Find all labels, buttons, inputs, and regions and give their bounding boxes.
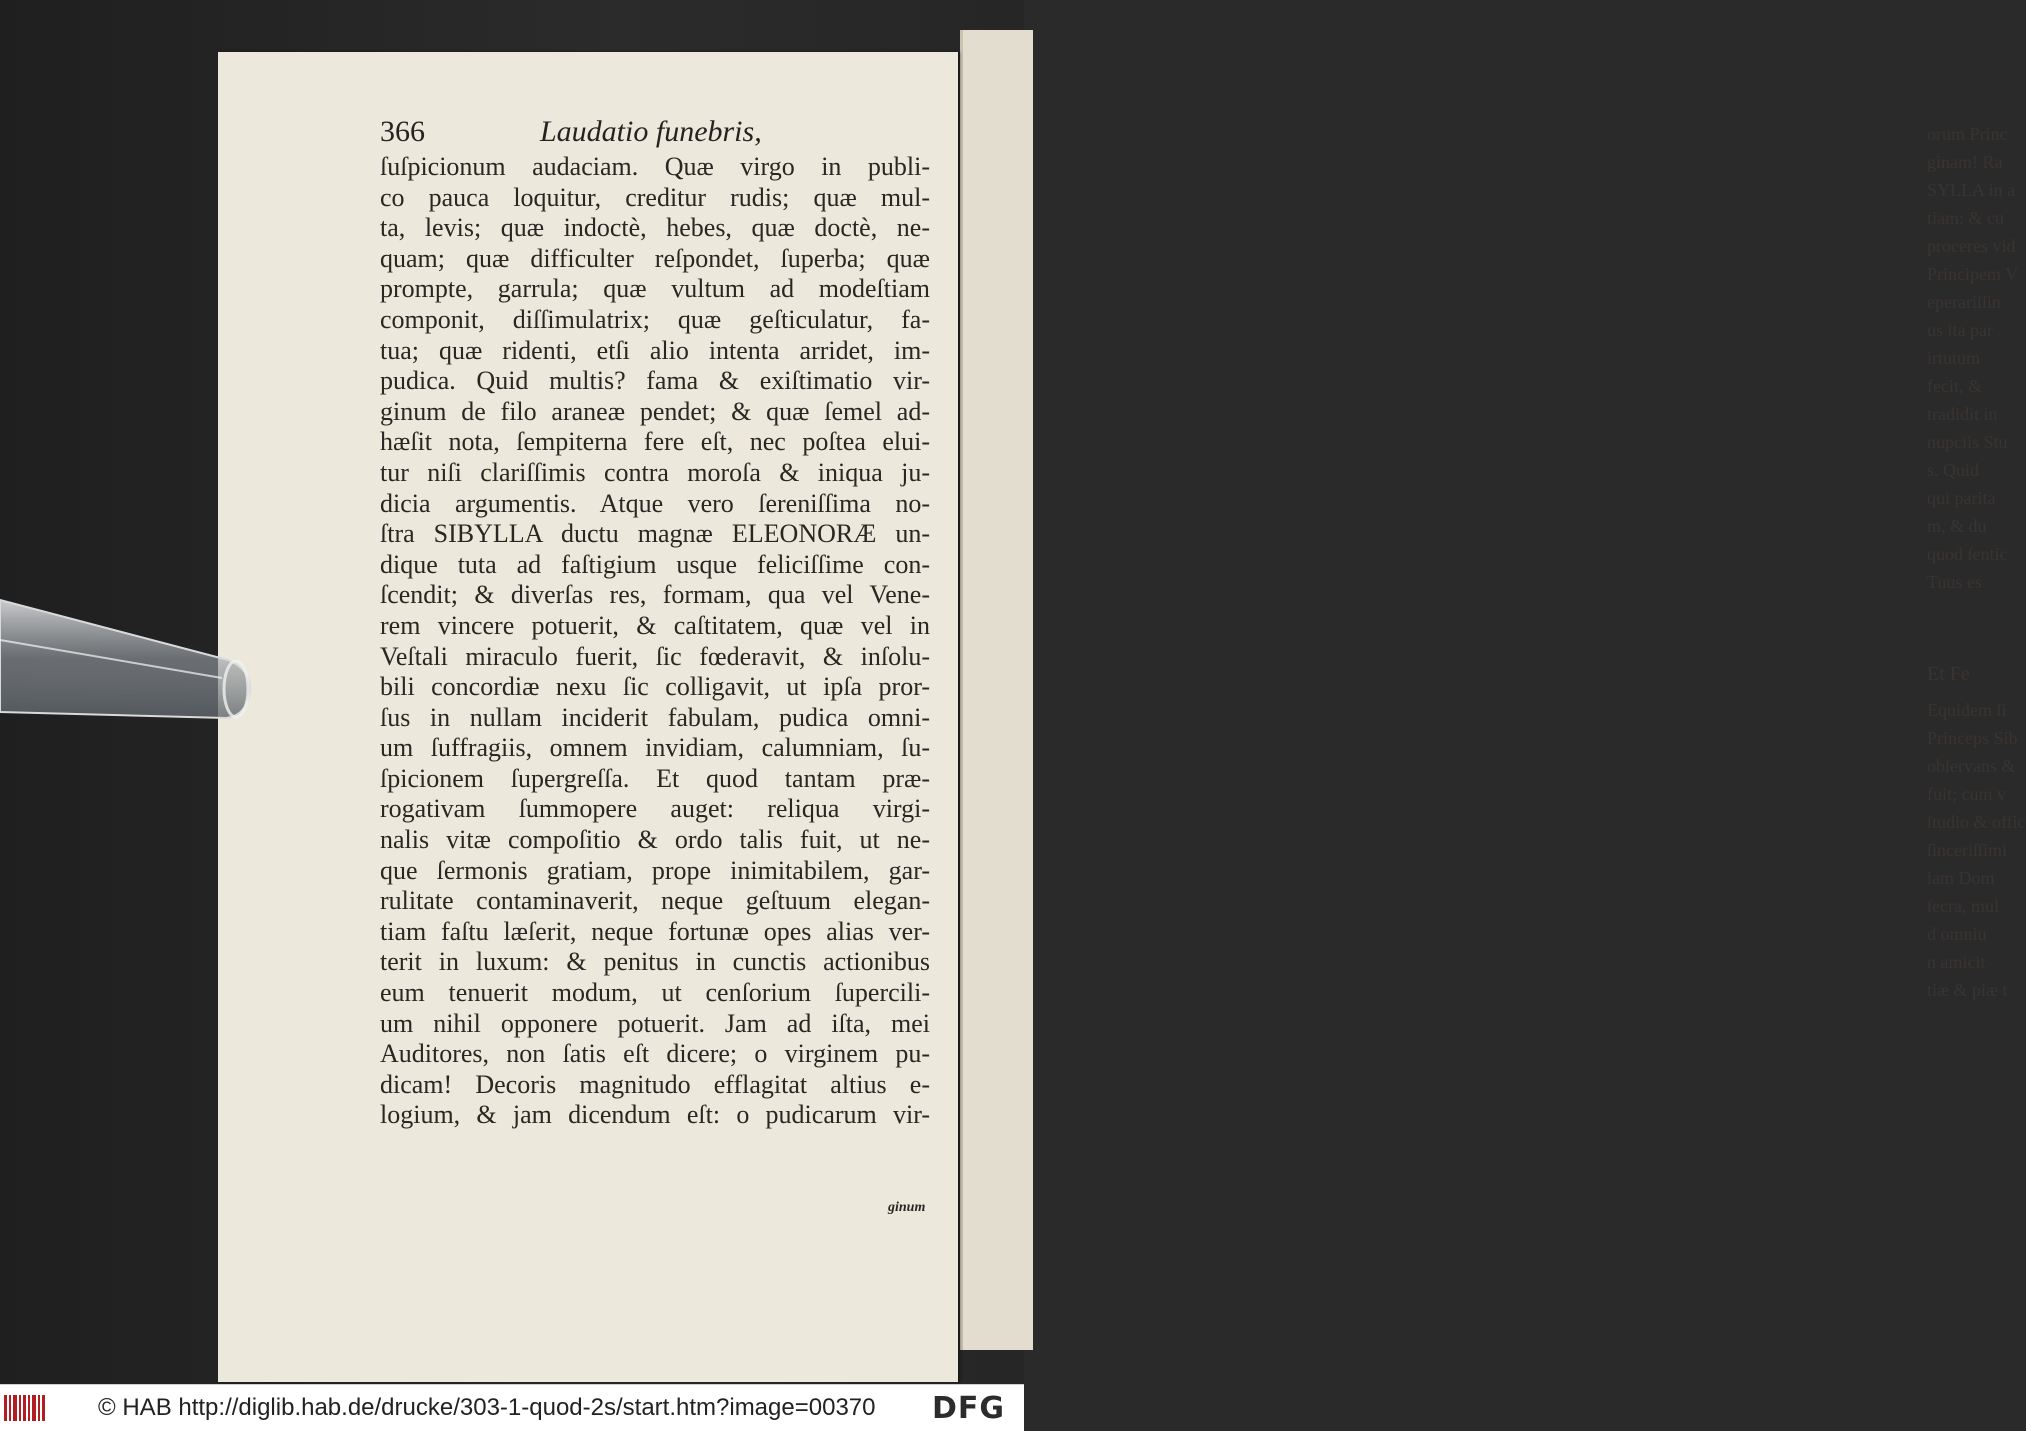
text-line: ſtra SIBYLLA ductu magnæ ELEONORÆ un- — [380, 519, 930, 549]
text-line: rogativam ſummopere auget: reliqua virgi- — [380, 794, 930, 824]
facing-text-line: SYLLA in a — [1927, 180, 2015, 200]
facing-text-line: ginam! Ra — [1927, 152, 2003, 172]
text-line: nalis vitæ compoſitio & ordo talis fuit, ut ne- — [380, 825, 930, 855]
facing-text-line: irtutum — [1927, 348, 1980, 368]
text-line: um ſuffragiis, omnem invidiam, calumniam, ſu- — [380, 733, 930, 763]
facing-text-line: fecit, & — [1927, 376, 1982, 396]
facing-text-line: Principem V — [1927, 264, 2019, 284]
text-line: dique tuta ad faſtigium usque feliciſſime con- — [380, 549, 930, 579]
facing-text-line: Tuus es — [1927, 572, 1982, 592]
facing-text-line: m, & du — [1927, 516, 1987, 536]
facing-text-line: eperariſſin — [1927, 292, 2001, 312]
text-line: que ſermonis gratiam, prope inimitabilem, gar- — [380, 855, 930, 885]
facing-text-line: n amicit — [1927, 952, 1986, 972]
text-line: ginum de filo araneæ pendet; & quæ ſemel ad- — [380, 396, 930, 426]
text-line: hæſit nota, ſempiterna fere eſt, nec poſtea elui- — [380, 427, 930, 457]
text-line: tua; quæ ridenti, etſi alio intenta arridet, im- — [380, 335, 930, 365]
facing-text-line: s. Quid — [1927, 460, 1980, 480]
facing-text-line: d omniu — [1927, 924, 1987, 944]
book-clamp-icon — [0, 600, 250, 740]
text-line: dicia argumentis. Atque vero ſereniſſima no- — [380, 488, 930, 518]
facing-text-line: ſtudio & offic — [1927, 812, 2026, 832]
barcode-icon — [4, 1393, 48, 1423]
text-line: tur niſi clariſſimis contra moroſa & iniqua ju- — [380, 457, 930, 487]
text-line: Veſtali miraculo fuerit, ſic fœderavit, & inſolu- — [380, 641, 930, 671]
text-line: logium, & jam dicendum eſt: o pudicarum vir- — [380, 1100, 930, 1130]
text-line: ſus in nullam inciderit fabulam, pudica omni- — [380, 702, 930, 732]
facing-text-line: Princeps Sib — [1927, 728, 2018, 748]
text-line: tiam faſtu læſerit, neque fortunæ opes alias ver- — [380, 916, 930, 946]
page-number: 366 — [380, 115, 425, 148]
facing-text-line: tiæ & piæ t — [1927, 980, 2008, 1000]
facing-page-text — [1927, 120, 2026, 1004]
text-line: eum tenuerit modum, ut cenſorium ſupercili- — [380, 978, 930, 1008]
text-line: Auditores, non ſatis eſt dicere; o virginem pu- — [380, 1039, 930, 1069]
text-line: co pauca loquitur, creditur rudis; quæ mul- — [380, 182, 930, 212]
facing-text-line: ſecra, mul — [1927, 896, 1999, 916]
footer-bar — [0, 1384, 1024, 1431]
facing-text-line: Et Fe — [1927, 663, 1970, 685]
text-line: ſuſpicionum audaciam. Quæ virgo in publi- — [380, 152, 930, 181]
facing-text-line: us ita par — [1927, 320, 1993, 340]
facing-text-line: Equidem ſi — [1927, 700, 2007, 720]
text-line: prompte, garrula; quæ vultum ad modeſtiam — [380, 274, 930, 304]
facing-text-line: proceres vid — [1927, 236, 2016, 256]
running-title: Laudatio funebris, — [540, 115, 762, 148]
facing-text-line: iam Dom — [1927, 868, 1995, 888]
text-line: componit, diſſimulatrix; quæ geſticulatur, fa- — [380, 304, 930, 334]
facing-text-line: fuit; cum v — [1927, 784, 2006, 804]
text-line: bili concordiæ nexu ſic colligavit, ut ipſa pror- — [380, 672, 930, 702]
source-link[interactable]: © HAB http://diglib.hab.de/drucke/303-1-quod-2s/start.htm?image=00370 — [98, 1394, 876, 1421]
body-text — [380, 152, 930, 1131]
text-line: pudica. Quid multis? fama & exiſtimatio vir- — [380, 366, 930, 396]
text-line: rulitate contaminaverit, neque geſtuum elegan- — [380, 886, 930, 916]
catchword: ginum — [888, 1200, 926, 1215]
text-line: dicam! Decoris magnitudo efflagitat altius e- — [380, 1069, 930, 1099]
facing-text-line: nupciis Stu — [1927, 432, 2008, 452]
facing-text-line: quod ſentic — [1927, 544, 2008, 564]
facing-text-line: tiam: & cu — [1927, 208, 2004, 228]
text-line: rem vincere potuerit, & caſtitatem, quæ vel in — [380, 610, 930, 640]
facing-text-line: ſinceriſſimi — [1927, 840, 2007, 860]
facing-text-line: obſervans & — [1927, 756, 2016, 776]
facing-text-line: qui parita — [1927, 488, 1996, 508]
text-line: ſcendit; & diverſas res, formam, qua vel Vene- — [380, 580, 930, 610]
text-line: ta, levis; quæ indoctè, hebes, quæ doctè, ne- — [380, 213, 930, 243]
text-line: terit in luxum: & penitus in cunctis actionibus — [380, 947, 930, 977]
running-head — [380, 115, 940, 155]
text-line: ſpicionem ſupergreſſa. Et quod tantam præ- — [380, 763, 930, 793]
facing-text-line: tradidit in — [1927, 404, 1998, 424]
facing-text-line: orum Princ — [1927, 124, 2008, 144]
text-line: quam; quæ difficulter reſpondet, ſuperba; quæ — [380, 243, 930, 273]
text-line: um nihil opponere potuerit. Jam ad iſta, mei — [380, 1008, 930, 1038]
facing-page — [960, 30, 2026, 1350]
dfg-logo: DFG — [932, 1391, 1006, 1426]
